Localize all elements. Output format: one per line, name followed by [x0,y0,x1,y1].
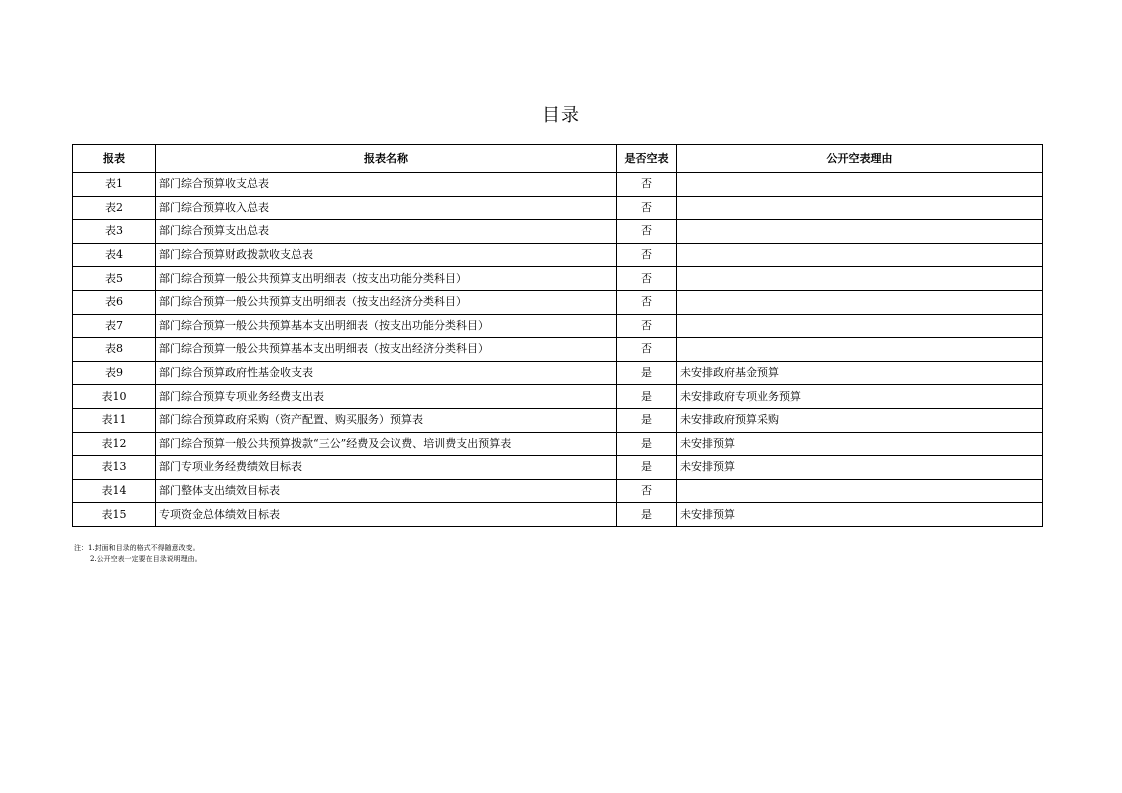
cell-name: 专项资金总体绩效目标表 [156,503,617,527]
cell-code: 表8 [73,338,156,362]
cell-reason [677,196,1043,220]
cell-code: 表15 [73,503,156,527]
cell-reason: 未安排预算 [677,432,1043,456]
cell-empty-flag: 是 [617,503,677,527]
table-row [73,338,1043,362]
cell-reason [677,267,1043,291]
table-row [73,173,1043,197]
cell-empty-flag: 否 [617,196,677,220]
cell-name: 部门综合预算一般公共预算支出明细表（按支出经济分类科目） [156,290,617,314]
note-line: 注：1.封面和目录的格式不得随意改变。 [74,544,200,552]
cell-reason [677,243,1043,267]
cell-reason: 未安排政府预算采购 [677,408,1043,432]
cell-empty-flag: 否 [617,314,677,338]
cell-reason [677,338,1043,362]
cell-code: 表14 [73,479,156,503]
cell-reason [677,290,1043,314]
cell-reason: 未安排预算 [677,456,1043,480]
table-row [73,503,1043,527]
cell-name: 部门综合预算一般公共预算支出明细表（按支出功能分类科目） [156,267,617,291]
header-empty: 是否空表 [617,145,677,173]
cell-name: 部门综合预算专项业务经费支出表 [156,385,617,409]
cell-code: 表10 [73,385,156,409]
cell-reason [677,479,1043,503]
cell-code: 表1 [73,173,156,197]
cell-code: 表5 [73,267,156,291]
cell-name: 部门综合预算一般公共预算基本支出明细表（按支出经济分类科目） [156,338,617,362]
cell-code: 表6 [73,290,156,314]
note-line: 2.公开空表一定要在目录说明理由。 [90,555,202,563]
table-row [73,220,1043,244]
cell-empty-flag: 否 [617,173,677,197]
page-title: 目录 [542,105,580,126]
table-row [73,432,1043,456]
cell-reason [677,173,1043,197]
table-row [73,408,1043,432]
cell-empty-flag: 否 [617,479,677,503]
cell-code: 表4 [73,243,156,267]
header-name: 报表名称 [156,145,617,173]
cell-empty-flag: 是 [617,361,677,385]
table-row [73,385,1043,409]
cell-empty-flag: 是 [617,432,677,456]
cell-reason: 未安排政府专项业务预算 [677,385,1043,409]
cell-name: 部门整体支出绩效目标表 [156,479,617,503]
table-row [73,361,1043,385]
cell-empty-flag: 是 [617,408,677,432]
cell-code: 表12 [73,432,156,456]
cell-empty-flag: 否 [617,338,677,362]
cell-code: 表13 [73,456,156,480]
cell-name: 部门综合预算一般公共预算拨款“三公”经费及会议费、培训费支出预算表 [156,432,617,456]
cell-name: 部门综合预算支出总表 [156,220,617,244]
cell-code: 表7 [73,314,156,338]
cell-name: 部门综合预算收入总表 [156,196,617,220]
cell-name: 部门综合预算财政拨款收支总表 [156,243,617,267]
cell-name: 部门综合预算政府性基金收支表 [156,361,617,385]
cell-name: 部门综合预算一般公共预算基本支出明细表（按支出功能分类科目） [156,314,617,338]
cell-name: 部门专项业务经费绩效目标表 [156,456,617,480]
table-row [73,314,1043,338]
cell-empty-flag: 否 [617,290,677,314]
cell-empty-flag: 否 [617,220,677,244]
cell-code: 表9 [73,361,156,385]
cell-empty-flag: 否 [617,267,677,291]
cell-reason [677,314,1043,338]
table-row [73,196,1043,220]
cell-empty-flag: 是 [617,456,677,480]
footnotes [74,543,202,565]
cell-reason: 未安排预算 [677,503,1043,527]
cell-name: 部门综合预算收支总表 [156,173,617,197]
header-reason: 公开空表理由 [677,145,1043,173]
cell-name: 部门综合预算政府采购（资产配置、购买服务）预算表 [156,408,617,432]
table-row [73,267,1043,291]
cell-code: 表2 [73,196,156,220]
cell-reason [677,220,1043,244]
table-row [73,243,1043,267]
table-row [73,479,1043,503]
cell-empty-flag: 是 [617,385,677,409]
table-row [73,290,1043,314]
cell-empty-flag: 否 [617,243,677,267]
cell-code: 表3 [73,220,156,244]
table-row [73,456,1043,480]
cell-code: 表11 [73,408,156,432]
header-row [73,145,1043,173]
toc-table [72,144,1043,527]
header-code: 报表 [73,145,156,173]
cell-reason: 未安排政府基金预算 [677,361,1043,385]
